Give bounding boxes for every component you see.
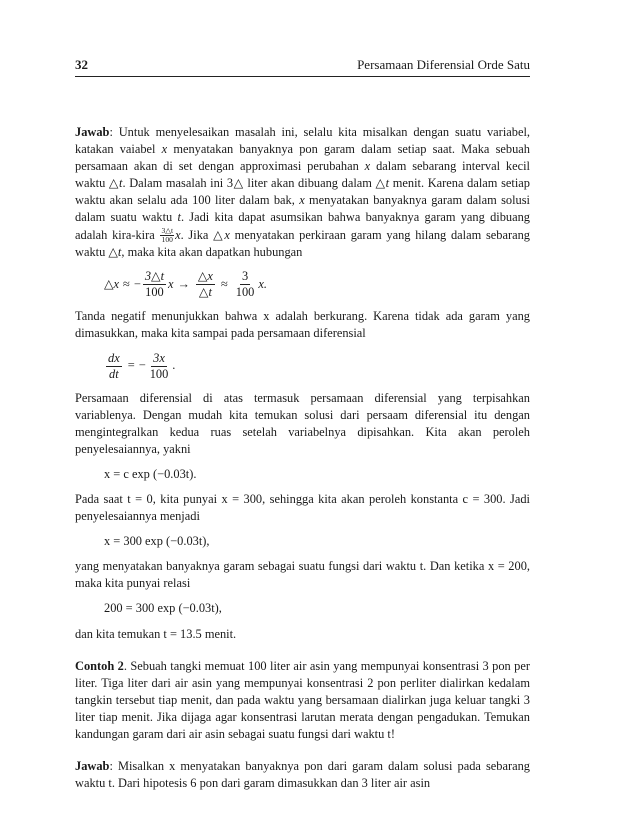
answer-label-2: Jawab <box>75 759 110 774</box>
equation-relation: 200 = 300 exp (−0.03t), <box>104 601 222 616</box>
page-body <box>75 124 530 792</box>
answer-label: Jawab <box>75 125 110 139</box>
equation-differential: $\frac{dx}{dt}$ = − $\frac{3x}{100}$ . <box>108 350 176 381</box>
equation-particular-solution: x = 300 exp (−0.03t), <box>104 534 210 549</box>
example-2-paragraph: Contoh 2. Sebuah tangki memuat 100 liter air asin yang mempunyai konsentrasi 3 pon per liter. Tiga liter dari air asin yang mempunyai konsentrasi 2 pon perliter dialirkan kedalam tangkin tersebut tiap menit, dan pada waktu yang bersamaan dialirkan juga keluar tangki 3 liter tiap menit. Jika dijaga agar konsentrasi larutan merata dengan pengadukan. Temukan kandungan garam dari air asin sebagai suatu fungsi dari waktu t! <box>75 658 530 741</box>
running-title: Persamaan Diferensial Orde Satu <box>357 57 530 72</box>
paragraph-negative-sign: Tanda negatif menunjukkan bahwa x adalah berkurang. Karena tidak ada garam yang dimasukkan, maka kita sampai pada persamaan diferensial <box>75 309 530 341</box>
inline-fraction: $\frac{3\triangle t}{100}$ <box>161 226 174 245</box>
paragraph-initial-condition: Pada saat t = 0, kita punyai x = 300, sehingga kita akan peroleh konstanta c = 300. Jadi penyelesaiannya menjadi <box>75 491 530 524</box>
running-header <box>75 57 530 77</box>
answer-paragraph-2: Jawab: Misalkan x menyatakan banyaknya pon dari garam dalam solusi pada sebarang waktu t. Dari hipotesis 6 pon dari garam dimasukkan dan 3 liter air asin <box>75 759 530 791</box>
answer-paragraph-1: Jawab: Untuk menyelesaikan masalah ini, selalu kita misalkan dengan suatu variabel, katakan vaiabel x menyatakan banyaknya pon garam dalam setiap saat. Maka sebuah persamaan akan di set dengan approximasi perubahan x dalam sebarang interval kecil waktu △t. Dalam masalah ini 3△ liter akan dibuang dalam △t menit. Karena dalam setiap waktu akan selalu ada 100 liter dalam bak, x menyatakan banyaknya garam dalam solusi dalam suatu waktu t. Jadi kita dapat asumsikan bahwa banyaknya garam yang dibuang adalah kira-kira $\frac{3\triangle t}{100}$ x. Jika △x menyatakan perkiraan garam yang hilang dalam sebarang waktu △t, maka kita akan dapatkan hubungan <box>75 125 531 260</box>
paragraph-result: dan kita temukan t = 13.5 menit. <box>75 626 237 641</box>
equation-general-solution: x = c exp (−0.03t). <box>104 466 197 481</box>
equation-approximation: △x ≈ − $\frac{3\triangle t}{100}$ x → $\frac{\triangle x}{\triangle t}$ ≈ $\frac{3}{100}$ x. <box>104 269 267 300</box>
example-label: Contoh 2 <box>75 658 124 673</box>
paragraph-separable: Persamaan diferensial di atas termasuk persamaan diferensial yang terpisahkan variablenya. Dengan mudah kita temukan solusi dari persaam diferensial itu dengan mengintegralkan kedua ruas setelah variabelnya dipisahkan. Kita akan peroleh penyelesaiannya, yakni <box>75 390 530 456</box>
page-number: 32 <box>75 57 88 72</box>
paragraph-function-of-time: yang menyatakan banyaknya garam sebagai suatu fungsi dari waktu t. Dan ketika x = 200, maka kita punyai relasi <box>75 559 530 591</box>
